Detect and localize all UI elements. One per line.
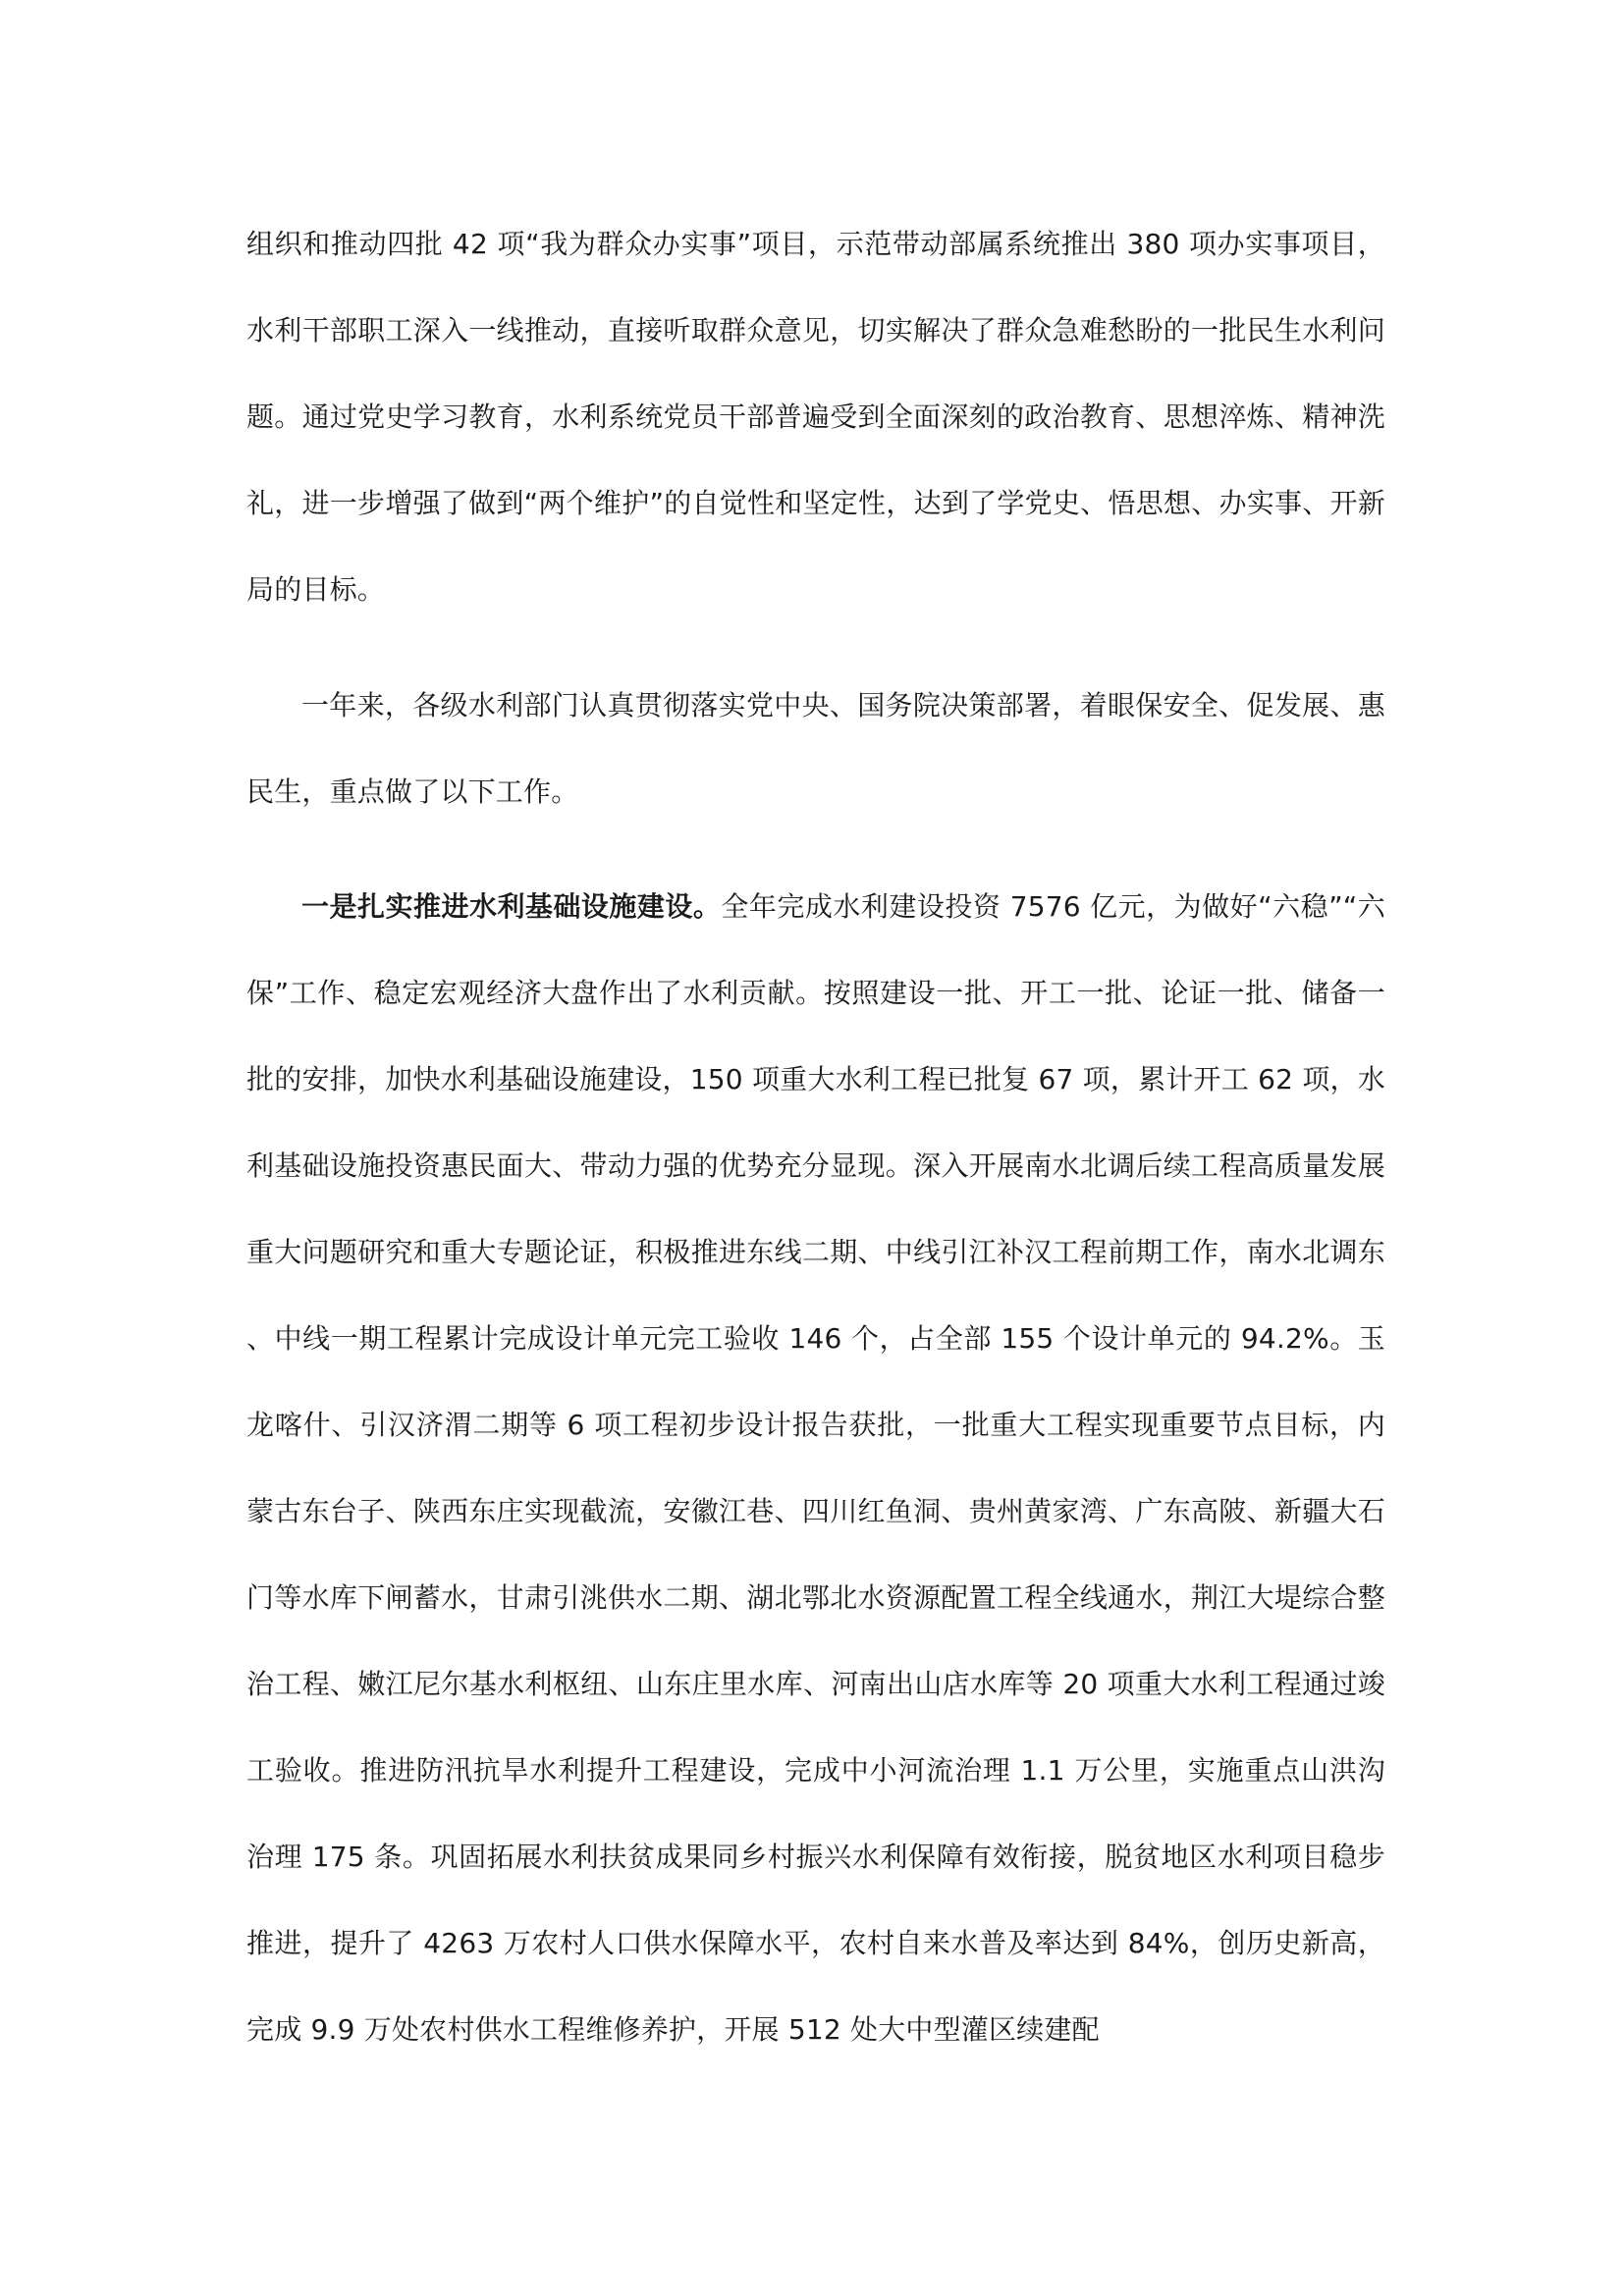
paragraph-2: 一年来，各级水利部门认真贯彻落实党中央、国务院决策部署，着眼保安全、促发展、惠民生，重点做了以下工作。 [246, 689, 1385, 808]
paragraph-1: 组织和推动四批 42 项“我为群众办实事”项目，示范带动部属系统推出 380 项办实事项目，水利干部职工深入一线推动，直接听取群众意见，切实解决了群众急难愁盼的一批民生水利问题。通过党史学习教育，水利系统党员干部普遍受到全面深刻的政治教育、思想淬炼、精神洗礼，进一步增强了做到“两个维护”的自觉性和坚定性，达到了学党史、悟思想、办实事、开新局的目标。 [246, 228, 1385, 606]
paragraph-3-body: 全年完成水利建设投资 7576 亿元，为做好“六稳”“六保”工作、稳定宏观经济大盘作出了水利贡献。按照建设一批、开工一批、论证一批、储备一批的安排，加快水利基础设施建设，150 项重大水利工程已批复 67 项，累计开工 62 项，水利基础设施投资惠民面大、带动力强的优势充分显现。深入开展南水北调后续工程高质量发展重大问题研究和重大专题论证，积极推进东线二期、中线引江补汉工程前期工作，南水北调东、中线一期工程累计完成设计单元完工验收 146 个，占全部 155 个设计单元的 94.2%。玉龙喀什、引汉济渭二期等 6 项工程初步设计报告获批，一批重大工程实现重要节点目标，内蒙古东台子、陕西东庄实现截流，安徽江巷、四川红鱼洞、贵州黄家湾、广东高陂、新疆大石门等水库下闸蓄水，甘肃引洮供水二期、湖北鄂北水资源配置工程全线通水，荆江大堤综合整治工程、嫩江尼尔基水利枢纽、山东庄里水库、河南出山店水库等 20 项重大水利工程通过竣工验收。推进防汛抗旱水利提升工程建设，完成中小河流治理 1.1 万公里，实施重点山洪沟治理 175 条。巩固拓展水利扶贫成果同乡村振兴水利保障有效衔接，脱贫地区水利项目稳步推进，提升了 4263 万农村人口供水保障水平，农村自来水普及率达到 84%，创历史新高，完成 9.9 万处农村供水工程维修养护，开展 512 处大中型灌区续建配 [246, 890, 1385, 2046]
paragraph-3 [246, 864, 1385, 2073]
paragraph-3-lead: 一是扎实推进水利基础设施建设。 [301, 890, 722, 923]
